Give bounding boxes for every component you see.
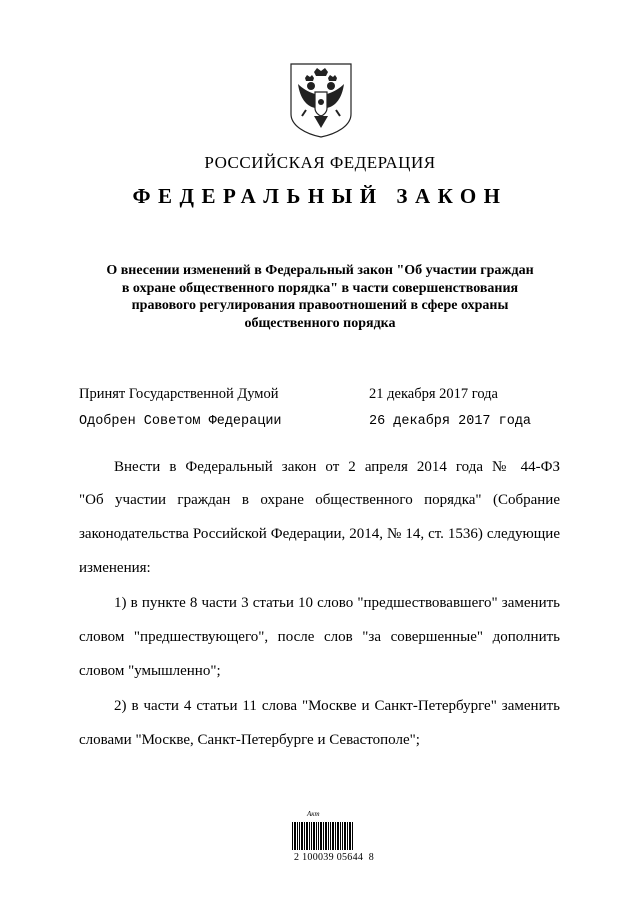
adoption-date: 26 декабря 2017 года (369, 414, 532, 429)
body-line: изменения: (79, 560, 151, 576)
country-name: РОССИЙСКАЯ ФЕДЕРАЦИЯ (204, 153, 436, 172)
law-title (60, 262, 580, 332)
law-type-heading: ФЕДЕРАЛЬНЫЙ ЗАКОН (132, 184, 508, 208)
amendment-item-line: 2) в части 4 статьи 11 слова "Москве и Санкт-Петербурге" заменить (114, 698, 560, 714)
law-title-line: правового регулирования правоотношений в сфере охраны (131, 298, 509, 313)
law-title-line: общественного порядка (244, 315, 396, 331)
adoption-federation-council (0, 414, 640, 434)
barcode-number: 2 100039 05644 8 (294, 852, 375, 863)
body-line: Внести в Федеральный закон от 2 апреля 2014 года № 44-ФЗ (114, 459, 560, 475)
amendment-item-line: словом "умышленно"; (79, 663, 221, 679)
amendment-item-line: 1) в пункте 8 части 3 статьи 10 слово "предшествовавшего" заменить (114, 595, 560, 611)
adoption-label: Одобрен Советом Федерации (79, 414, 282, 429)
law-title-line: в охране общественного порядка" в части совершенствования (121, 280, 519, 296)
registration-stamp: Акт (307, 810, 320, 818)
amendment-item-line: словом "предшествующего", после слов "за совершенные" дополнить (79, 629, 560, 645)
adoption-date: 21 декабря 2017 года (369, 386, 498, 402)
coat-of-arms-emblem (288, 62, 354, 138)
adoption-label: Принят Государственной Думой (79, 386, 279, 402)
law-title-line: О внесении изменений в Федеральный закон "Об участии граждан (106, 263, 534, 278)
adoption-duma (0, 386, 640, 406)
amendment-item-line: словами "Москве, Санкт-Петербурге и Севастополе"; (79, 732, 420, 748)
body-line: законодательства Российской Федерации, 2014, № 14, ст. 1536) следующие (79, 526, 560, 542)
barcode (292, 822, 354, 850)
body-line: "Об участии граждан в охране общественного порядка" (Собрание (79, 492, 560, 508)
